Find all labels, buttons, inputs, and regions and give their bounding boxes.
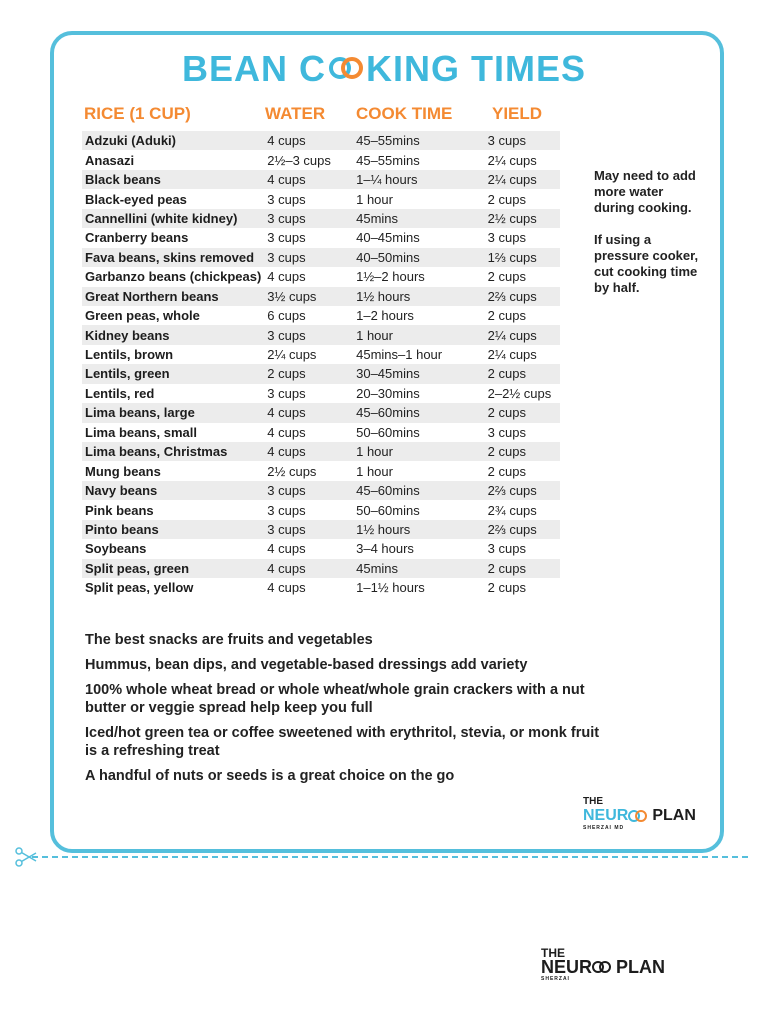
logo-sub: SHERZAI [541,976,570,982]
table-row [82,442,560,461]
cell-cook: 1 hour [356,191,393,207]
cell-water: 4 cups [267,424,306,440]
logo-plan: PLAN [652,807,696,824]
cell-water: 3 cups [264,520,353,539]
table-row [82,306,560,325]
scissors-icon [14,845,38,869]
neuro-plan-logo-small [583,797,696,831]
header-water: WATER [265,104,326,123]
cell-water: 3½ cups [264,287,353,306]
cell-name: Lima beans, small [85,424,197,440]
cell-name: Lentils, red [85,385,155,401]
cell-name: Garbanzo beans (chickpeas) [85,269,262,285]
neuro-plan-logo-large [541,948,665,982]
cell-cook: 1½ hours [353,287,485,306]
cell-water: 3 cups [264,325,353,344]
side-note [594,168,704,312]
table-row [82,248,560,267]
table-row [82,461,560,480]
snack-tips [85,631,605,792]
cell-cook: 3–4 hours [356,541,414,557]
cell-name: Soybeans [85,541,147,557]
cell-name: Split peas, green [82,559,264,578]
cell-yield: 2 cups [487,308,526,324]
table-row [82,384,560,403]
cell-cook: 45–60mins [353,403,485,422]
tip-item: A handful of nuts or seeds is a great choice on the go [85,768,455,784]
cell-name: Lentils, brown [85,347,174,363]
cell-cook: 1½ hours [353,520,485,539]
header-cook-time: COOK TIME [356,104,453,123]
logo-plan: PLAN [616,957,666,977]
logo-rings-icon [628,810,648,822]
cell-water: 4 cups [264,131,353,150]
table-row [82,403,560,422]
table-row [82,228,560,247]
rings-logo-icon [327,54,365,84]
cell-yield: 2¼ cups [485,170,560,189]
logo-the: THE [583,796,603,807]
cell-yield: 1⅔ cups [485,248,560,267]
title-suffix: KING TIMES [366,48,587,89]
cell-cook: 1½–2 hours [356,269,425,285]
cell-yield: 2 cups [485,559,560,578]
cell-yield: 2 cups [485,364,560,383]
cell-name: Mung beans [85,463,161,479]
cell-name: Green peas, whole [85,308,200,324]
cell-cook: 1 hour [353,325,485,344]
cell-cook: 20–30mins [356,385,420,401]
cell-name: Adzuki (Aduki) [82,131,264,150]
table-row [82,267,560,286]
cell-yield: 2 cups [487,191,526,207]
cell-yield: 2¼ cups [485,325,560,344]
table-row [82,423,560,442]
cell-yield: 3 cups [487,541,526,557]
cell-cook: 1–1½ hours [356,580,425,596]
cell-yield: 2⅔ cups [485,481,560,500]
cell-yield: 3 cups [487,230,526,246]
cell-water: 3 cups [267,191,306,207]
cell-cook: 45mins [353,209,485,228]
cell-cook: 1 hour [353,442,485,461]
cell-water: 4 cups [267,269,306,285]
cell-cook: 30–45mins [353,364,485,383]
side-note-pressure: If using a pressure cooker, cut cooking time by half. [594,232,699,295]
cell-water: 4 cups [264,442,353,461]
table-row [82,345,560,364]
table-row [82,150,560,169]
cell-cook: 45mins–1 hour [356,347,443,363]
logo-the: THE [541,946,565,960]
cell-name: Black-eyed peas [85,191,187,207]
cell-water: 6 cups [267,308,306,324]
cell-yield: 2¼ cups [487,347,537,363]
cell-water: 3 cups [267,230,306,246]
cell-yield: 2 cups [487,463,526,479]
tip-item: The best snacks are fruits and vegetables [85,632,373,648]
table-row [82,364,560,383]
cell-yield: 2 cups [487,580,526,596]
cell-name: Great Northern beans [82,287,264,306]
cell-yield: 2 cups [485,403,560,422]
cell-name: Navy beans [82,481,264,500]
cell-yield: 2½ cups [485,209,560,228]
cell-water: 2½–3 cups [267,152,331,168]
table-row [82,578,560,597]
cell-yield: 2 cups [487,269,526,285]
cell-cook: 45mins [353,559,485,578]
logo-neuro: NEUR [541,957,593,977]
cell-name: Fava beans, skins removed [82,248,264,267]
table-row [82,287,560,306]
cell-water: 2½ cups [267,463,317,479]
table-row [82,539,560,558]
logo-rings-icon [592,961,612,973]
page-title [0,48,768,90]
table-row [82,170,560,189]
cell-water: 4 cups [264,403,353,422]
cell-name: Split peas, yellow [85,580,194,596]
cell-water: 2¼ cups [267,347,317,363]
table-row [82,559,560,578]
cell-water: 3 cups [264,209,353,228]
cell-cook: 40–45mins [356,230,420,246]
cell-cook: 45–55mins [353,131,485,150]
cell-name: Lima beans, Christmas [82,442,264,461]
cell-name: Pink beans [85,502,154,518]
tip-item: Iced/hot green tea or coffee sweetened with erythritol, stevia, or monk fruit is a refreshing treat [85,725,600,759]
table-row [82,500,560,519]
cell-water: 4 cups [267,580,306,596]
cut-line [32,856,748,860]
logo-neuro: NEUR [583,807,629,824]
cell-yield: 3 cups [487,424,526,440]
cell-yield: 2⅔ cups [485,287,560,306]
cell-name: Pinto beans [82,520,264,539]
cell-cook: 1–¼ hours [353,170,485,189]
cell-yield: 2 cups [485,442,560,461]
cell-cook: 50–60mins [356,502,420,518]
cell-yield: 2⅔ cups [485,520,560,539]
cell-cook: 45–55mins [356,152,420,168]
table-row [82,189,560,208]
cell-yield: 2¾ cups [487,502,537,518]
bean-table [82,131,560,598]
cell-name: Lima beans, large [82,403,264,422]
table-row [82,209,560,228]
header-yield: YIELD [492,104,543,123]
cell-water: 3 cups [267,502,306,518]
cell-water: 4 cups [264,170,353,189]
cell-name: Lentils, green [82,364,264,383]
table-row [82,481,560,500]
tip-item: Hummus, bean dips, and vegetable-based dressings add variety [85,657,528,673]
table-row [82,131,560,150]
cell-water: 3 cups [264,481,353,500]
table-row [82,325,560,344]
cell-yield: 3 cups [485,131,560,150]
cell-cook: 1 hour [356,463,393,479]
cell-water: 4 cups [267,541,306,557]
cell-name: Black beans [82,170,264,189]
header-name: RICE (1 CUP) [84,104,191,123]
cell-cook: 50–60mins [356,424,420,440]
cell-name: Cranberry beans [85,230,189,246]
logo-sub: SHERZAI MD [583,825,625,831]
cell-water: 4 cups [264,559,353,578]
cell-yield: 2–2½ cups [487,385,552,401]
side-note-water: May need to add more water during cooking. [594,168,696,215]
title-prefix: BEAN C [181,48,326,89]
cell-water: 3 cups [264,248,353,267]
tip-item: 100% whole wheat bread or whole wheat/whole grain crackers with a nut butter or veggie spread help keep you full [85,682,585,716]
cell-name: Kidney beans [82,325,264,344]
cell-yield: 2¼ cups [487,152,537,168]
cell-name: Anasazi [85,152,135,168]
cell-water: 3 cups [267,385,306,401]
cell-cook: 45–60mins [353,481,485,500]
cell-name: Cannellini (white kidney) [82,209,264,228]
cell-cook: 1–2 hours [356,308,414,324]
table-row [82,520,560,539]
cell-cook: 40–50mins [353,248,485,267]
cell-water: 2 cups [264,364,353,383]
